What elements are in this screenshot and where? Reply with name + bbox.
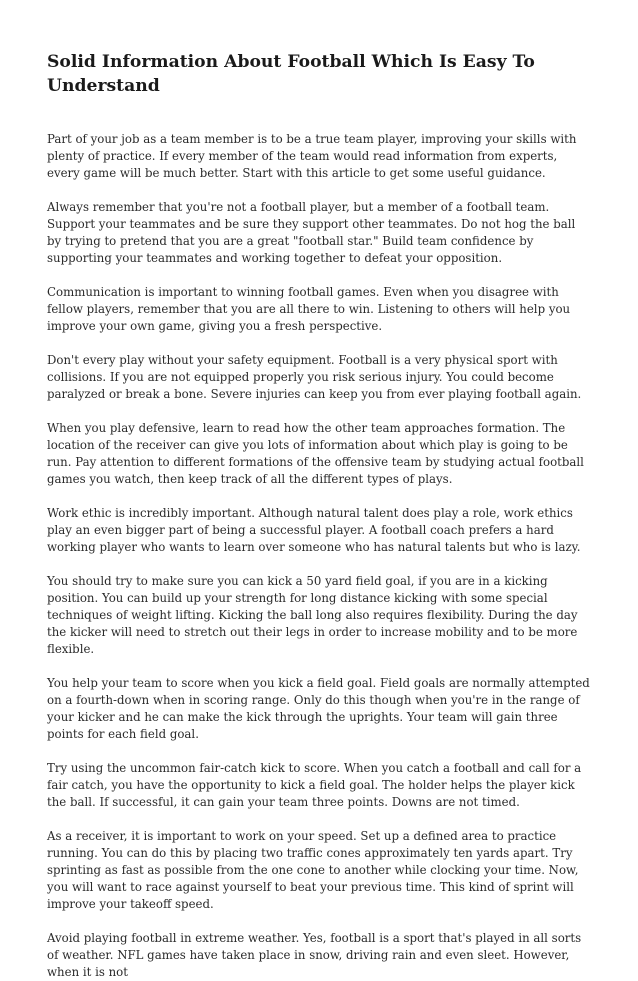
paragraph: As a receiver, it is important to work on your speed. Set up a defined area to practice running. You can do this by placing two traffic cones approximately ten yards apart. Try sprinting as fast as possible from the one cone to another while clocking your time. Now, you will want to race against yourself to beat your previous time. This kind of sprint will improve your takeoff speed. [47,829,579,911]
paragraph: Don't every play without your safety equipment. Football is a very physical sport with collisions. If you are not equipped properly you risk serious injury. You could become paralyzed or break a bone. Severe injuries can keep you from ever playing football again. [47,353,582,401]
paragraph: Communication is important to winning football games. Even when you disagree with fellow players, remember that you are all there to win. Listening to others will help you improve your own game, giving you a fresh perspective. [47,285,571,333]
paragraph: Always remember that you're not a football player, but a member of a football team. Support your teammates and be sure they support other teammates. Do not hog the ball by trying to pretend that you are a great "football star." Build team confidence by supporting your teammates and working together to defeat your opposition. [47,200,576,265]
paragraph: Work ethic is incredibly important. Although natural talent does play a role, work ethics play an even bigger part of being a successful player. A football coach prefers a hard working player who wants to learn over someone who has natural talents but who is lazy. [47,506,581,554]
paragraph: Try using the uncommon fair-catch kick to score. When you catch a football and call for a fair catch, you have the opportunity to kick a field goal. The holder helps the player kick the ball. If successful, it can gain your team three points. Downs are not timed. [47,761,582,809]
document-title: Solid Information About Football Which Is Easy To Understand [47,52,535,96]
paragraph: Avoid playing football in extreme weather. Yes, football is a sport that's played in all sorts of weather. NFL games have taken place in snow, driving rain and even sleet. However, when it is not [47,931,582,979]
paragraph: When you play defensive, learn to read how the other team approaches formation. The location of the receiver can give you lots of information about which play is going to be run. Pay attention to different formations of the offensive team by studying actual football games you watch, then keep track of all the different types of plays. [47,421,584,486]
paragraph: Part of your job as a team member is to be a true team player, improving your skills with plenty of practice. If every member of the team would read information from experts, every game will be much better. Start with this article to get some useful guidance. [47,132,577,180]
paragraph: You help your team to score when you kick a field goal. Field goals are normally attempted on a fourth-down when in scoring range. Only do this though when you're in the range of your kicker and he can make the kick through the uprights. Your team will gain three points for each field goal. [47,676,590,741]
paragraph: You should try to make sure you can kick a 50 yard field goal, if you are in a kicking position. You can build up your strength for long distance kicking with some special techniques of weight lifting. Kicking the ball long also requires flexibility. During the day the kicker will need to stretch out their legs in order to increase mobility and to be more flexible. [47,574,578,656]
